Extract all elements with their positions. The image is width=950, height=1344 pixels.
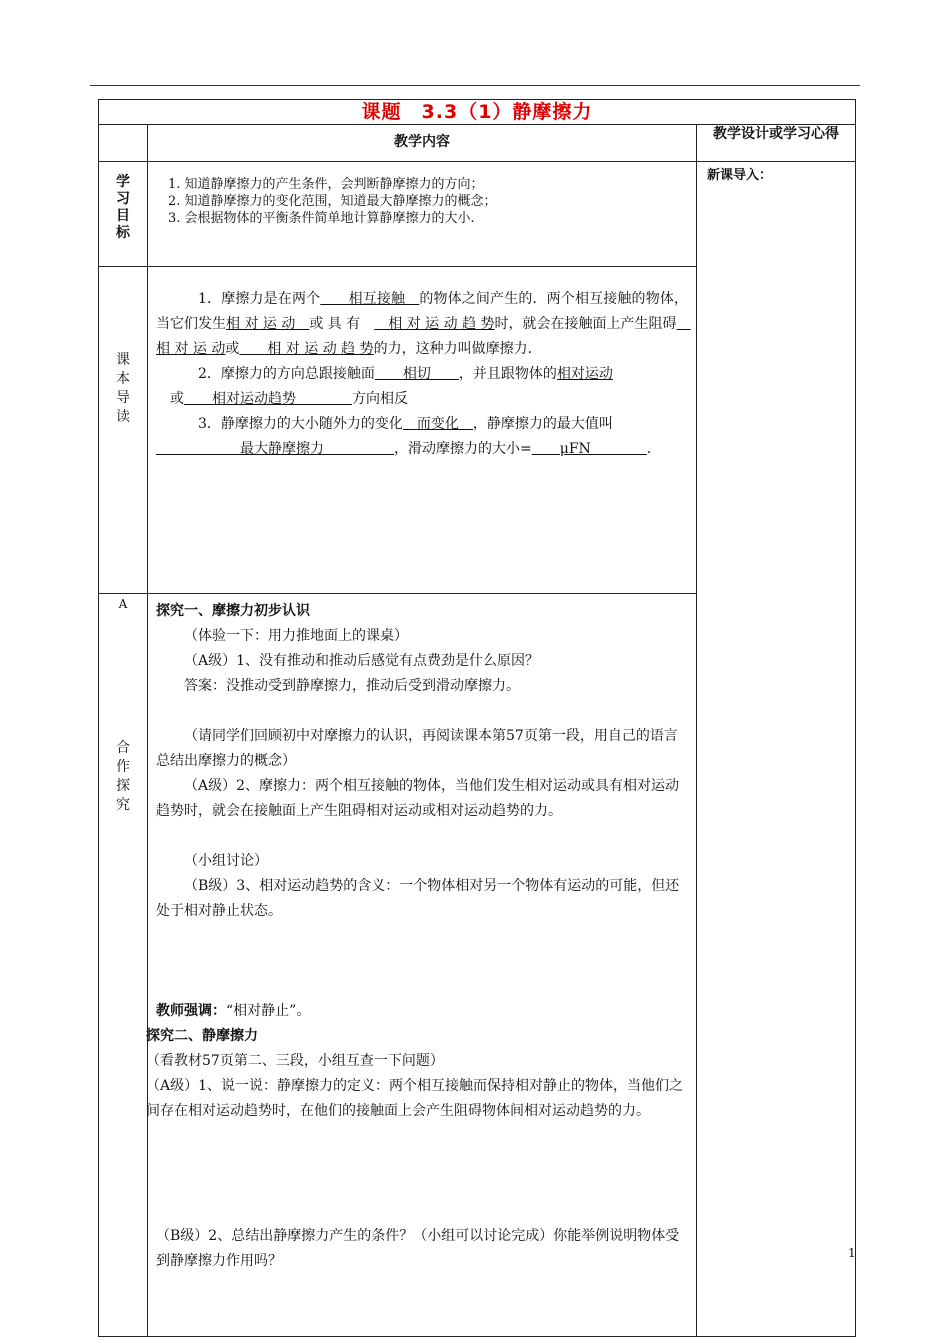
blank-answer: 相对运动: [556, 366, 613, 382]
reading-paragraph-3: 3．静摩擦力的大小随外力的变化 而变化 ，静摩擦力的最大值叫 最大静摩擦力 ，滑动摩擦力的大小= μFN .: [156, 416, 652, 457]
explore-question: （B级）3、相对运动趋势的含义：一个物体相对另一个物体有运动的可能，但还处于相对静止状态。: [156, 878, 680, 919]
explore-line: （体验一下：用力推地面上的课桌）: [184, 628, 408, 644]
blank-answer: 相 对 运 动: [156, 316, 691, 357]
textbook-reading: [148, 267, 697, 594]
explore-heading-1: 探究一、摩擦力初步认识: [156, 603, 310, 619]
lesson-plan-table: [98, 99, 856, 1337]
blank-answer: 相互接触: [320, 291, 420, 307]
explore-question: （A级）1、没有推动和推动后感觉有点费劲是什么原因？: [184, 653, 540, 669]
lesson-title: 课题 3.3（1）静摩擦力: [99, 100, 856, 125]
goal-item: 2. 知道静摩擦力的变化范围，知道最大静摩擦力的概念；: [168, 194, 497, 209]
blank-answer: 而变化: [402, 416, 473, 432]
blank-answer: 相 对 运 动 趋 势: [239, 341, 374, 357]
page-number: 1: [848, 1246, 856, 1260]
reading-paragraph-1: 1．摩擦力是在两个 相互接触 的物体之间产生的．两个相互接触的物体，当它们发生相 对 运 动 或 具 有 相 对 运 动 趋 势时，就会在接触面上产生阻碍 相 对 运 动或 相 对 运 动 趋 势的力，这种力叫做摩擦力．: [156, 291, 691, 357]
reading-section-label: 课本导读: [99, 267, 148, 594]
header-empty-cell: [99, 125, 148, 162]
goal-item: 3. 会根据物体的平衡条件简单地计算静摩擦力的大小.: [168, 211, 475, 226]
reading-paragraph-2: 2．摩擦力的方向总跟接触面 相切 ，并且跟物体的相对运动 或 相对运动趋势 方向相反: [170, 366, 613, 407]
explore-heading-2: 探究二、静摩擦力: [146, 1028, 258, 1044]
blank-answer: 相 对 运 动: [226, 316, 310, 332]
explore-line: （请同学们回顾初中对摩擦力的认识，再阅读课本第57页第一段，用自己的语言总结出摩擦力的概念）: [156, 728, 678, 769]
new-lesson-label: 新课导入：: [707, 168, 773, 183]
goals-section-label: 学习目标: [99, 162, 148, 267]
content-column-header: 教学内容: [148, 125, 697, 162]
design-column-header: 教学设计或学习心得: [697, 125, 856, 162]
explore-line: （看教材57页第二、三段，小组互查一下问题）: [146, 1053, 444, 1069]
blank-answer: 相切: [374, 366, 459, 382]
explore-question: （A级）2、摩擦力：两个相互接触的物体，当他们发生相对运动或具有相对运动趋势时，就会在接触面上产生阻碍相对运动或相对运动趋势的力。: [156, 778, 680, 819]
explore-section-label: A 合作探究: [99, 594, 148, 1337]
explore-question: （A级）1、说一说：静摩擦力的定义：两个相互接触而保持相对静止的物体，当他们之间存在相对运动趋势时，在他们的接触面上会产生阻碍物体间相对运动趋势的力。: [146, 1078, 684, 1119]
cooperative-exploration: [148, 594, 697, 1337]
blank-answer: 最大静摩擦力: [156, 441, 394, 457]
blank-answer: 相 对 运 动 趋 势: [374, 316, 495, 332]
blank-answer: 相对运动趋势: [184, 391, 352, 407]
goal-item: 1. 知道静摩擦力的产生条件，会判断静摩擦力的方向；: [168, 177, 484, 192]
explore-level-label: A: [118, 597, 128, 611]
explore-answer: 答案：没推动受到静摩擦力，推动后受到滑动摩擦力。: [184, 678, 520, 694]
blank-answer: μFN: [531, 441, 647, 457]
explore-question: （B级）2、总结出静摩擦力产生的条件？（小组可以讨论完成）你能举例说明物体受到静摩擦力作用吗？: [156, 1228, 680, 1269]
learning-goals: [148, 162, 697, 267]
header-rule: [90, 85, 860, 86]
design-notes-column: [697, 162, 856, 1337]
teacher-emphasis: 教师强调：“相对静止”。: [156, 1003, 311, 1019]
explore-line: （小组讨论）: [184, 853, 268, 869]
